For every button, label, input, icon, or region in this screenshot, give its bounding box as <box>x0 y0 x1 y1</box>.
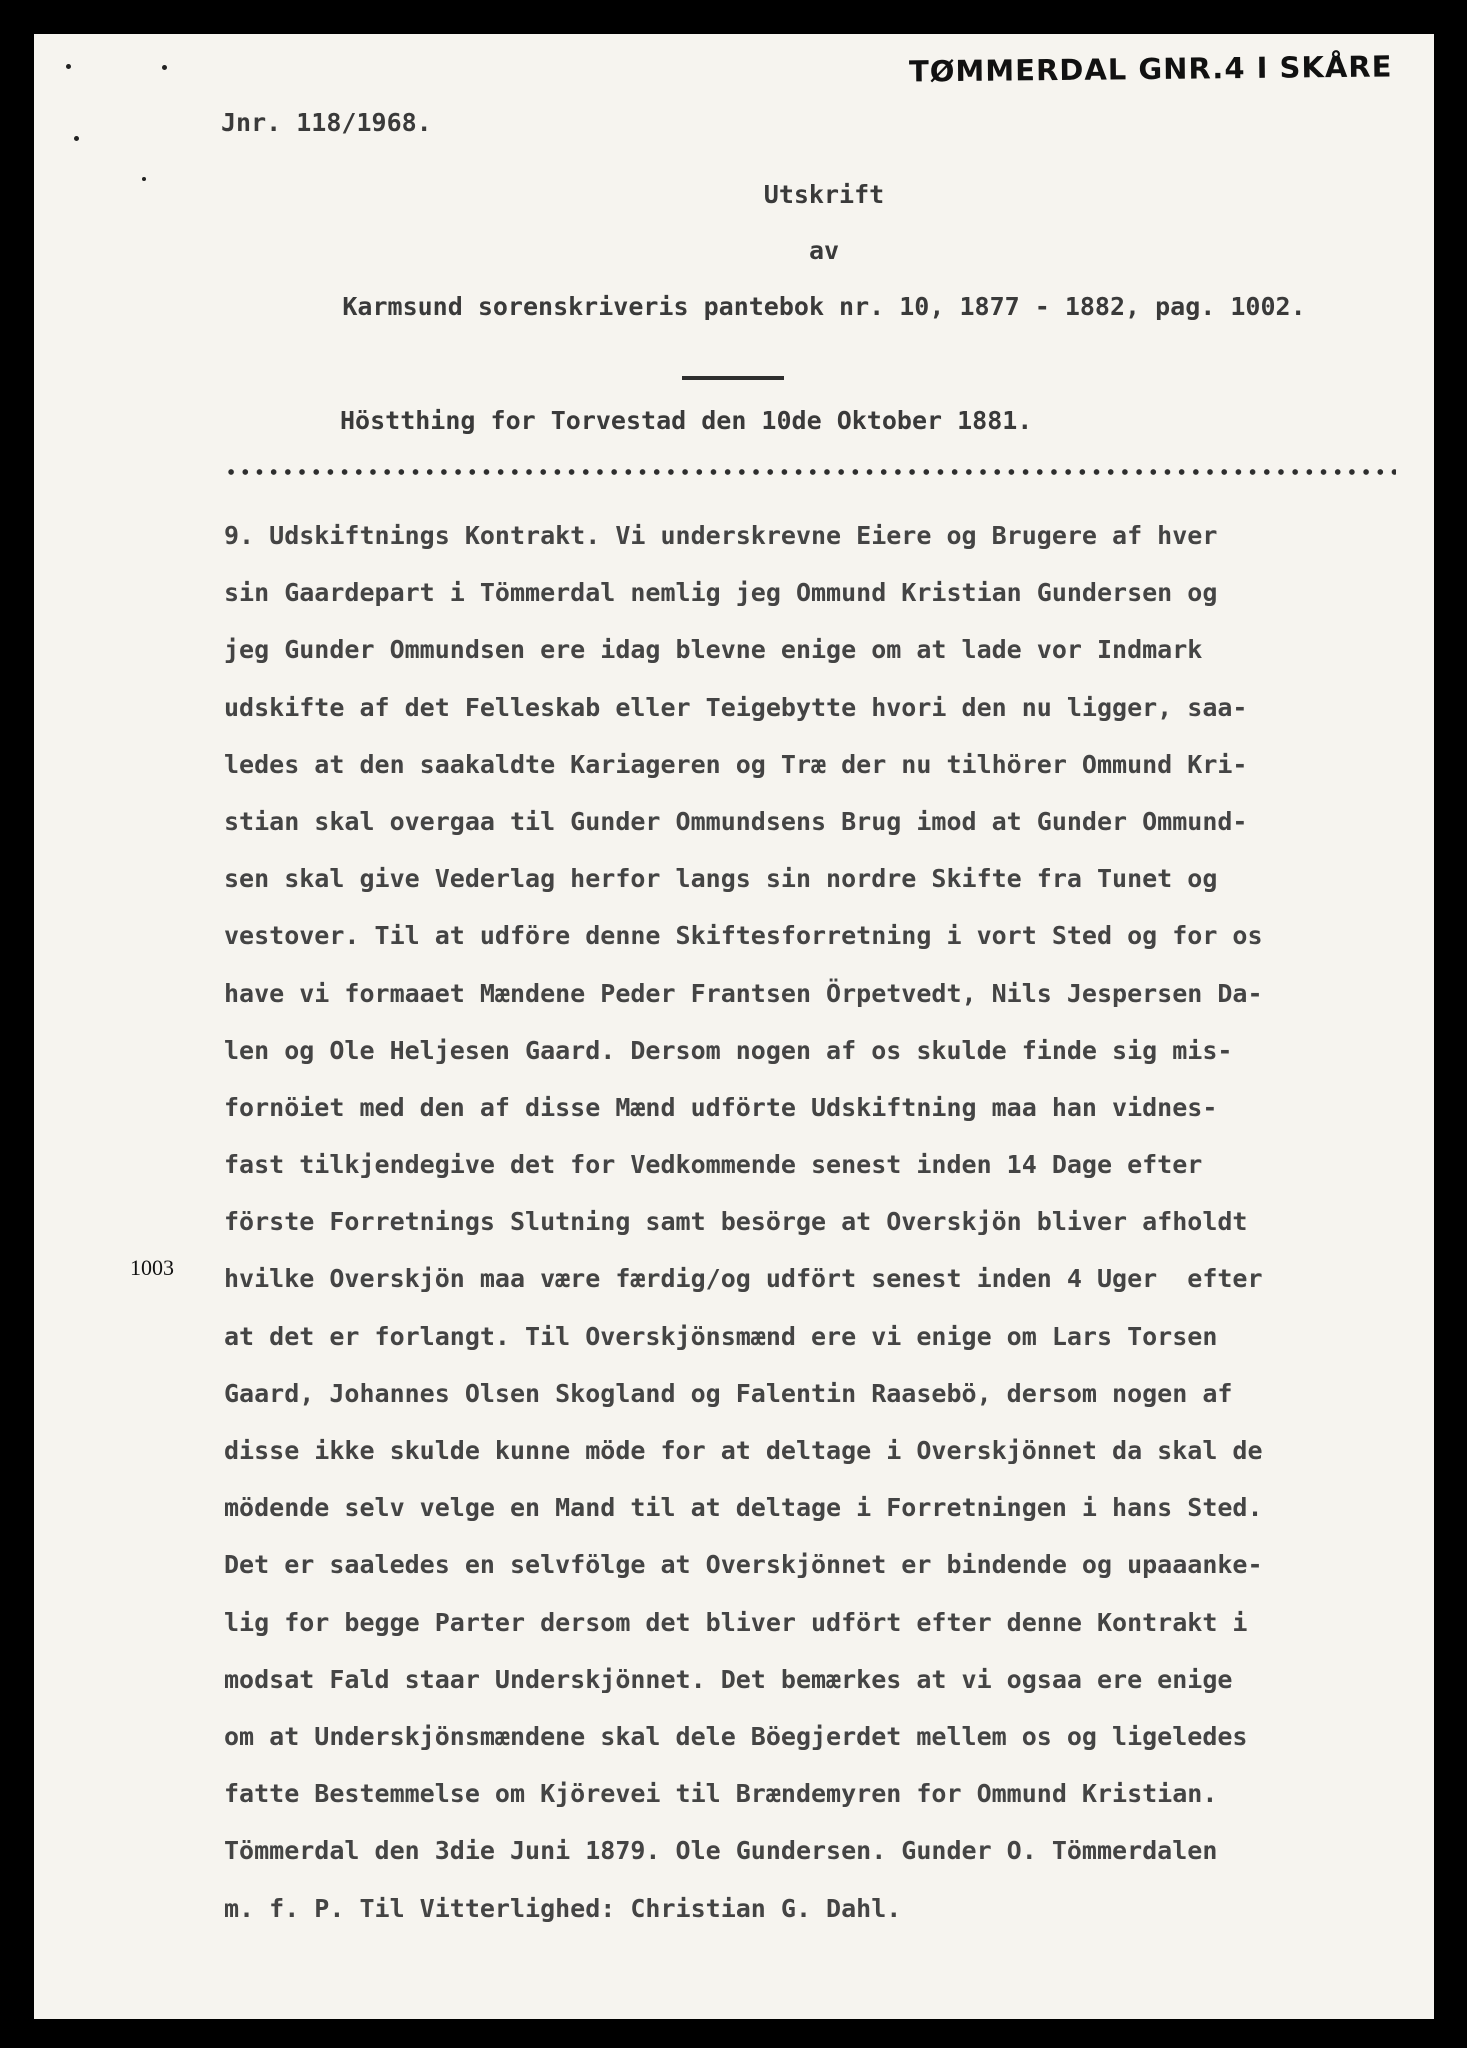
body-line: modsat Fald staar Underskjönnet. Det bemærkes at vi ogsaa ere enige <box>224 1664 1233 1694</box>
dotted-separator <box>224 468 1396 476</box>
body-line: have vi formaaet Mændene Peder Frantsen Örpetvedt, Nils Jespersen Da- <box>224 978 1263 1008</box>
document-title: Utskrift <box>763 180 885 209</box>
journal-number: Jnr. 118/1968. <box>221 108 432 137</box>
handwritten-header: TØMMERDAL GNR.4 I SKÅRE <box>908 49 1393 89</box>
body-line: stian skal overgaa til Gunder Ommundsens Brug imod at Gunder Ommund- <box>224 806 1248 836</box>
body-line: sin Gaardepart i Tömmerdal nemlig jeg Ommund Kristian Gundersen og <box>224 578 1218 608</box>
body-line: fast tilkjendegive det for Vedkommende senest inden 14 Dage efter <box>224 1150 1203 1180</box>
ink-speck <box>74 136 79 141</box>
body-line: at det er forlangt. Til Overskjönsmænd ere vi enige om Lars Torsen <box>224 1321 1218 1351</box>
margin-page-number: 1003 <box>130 1255 174 1280</box>
body-line: förste Forretnings Slutning samt besörge at Overskjön bliver afholdt <box>224 1207 1248 1237</box>
title-connector: av <box>808 236 840 265</box>
body-line: mödende selv velge en Mand til at deltage i Forretningen i hans Sted. <box>224 1493 1263 1523</box>
body-line: jeg Gunder Ommundsen ere idag blevne enige om at lade vor Indmark <box>224 635 1203 665</box>
body-text <box>224 507 1404 1937</box>
document-page <box>34 34 1434 2019</box>
ink-speck <box>162 65 167 70</box>
session-heading: Höstthing for Torvestad den 10de Oktober 1881. <box>340 406 1033 435</box>
body-line: vestover. Til at udföre denne Skiftesforretning i vort Sted og for os <box>224 921 1263 951</box>
ink-speck <box>66 64 71 69</box>
body-line: fatte Bestemmelse om Kjörevei til Brændemyren for Ommund Kristian. <box>224 1779 1218 1809</box>
body-line: Det er saaledes en selvfölge at Overskjönnet er bindende og upaaanke- <box>224 1550 1263 1580</box>
source-reference: Karmsund sorenskriveris pantebok nr. 10, 1877 - 1882, pag. 1002. <box>342 292 1306 321</box>
body-line: m. f. P. Til Vitterlighed: Christian G. Dahl. <box>224 1893 902 1923</box>
body-line: hvilke Overskjön maa være færdig/og udfört senest inden 4 Uger efter <box>224 1264 1263 1294</box>
body-line: fornöiet med den af disse Mænd udförte Udskiftning maa han vidnes- <box>224 1092 1218 1122</box>
body-line: disse ikke skulde kunne möde for at deltage i Overskjönnet da skal de <box>224 1436 1263 1465</box>
body-line: ledes at den saakaldte Kariageren og Træ der nu tilhörer Ommund Kri- <box>224 749 1248 779</box>
body-line: udskifte af det Felleskab eller Teigebytte hvori den nu ligger, saa- <box>224 692 1248 722</box>
body-line: Tömmerdal den 3die Juni 1879. Ole Gundersen. Gunder O. Tömmerdalen <box>224 1836 1218 1866</box>
body-line: Gaard, Johannes Olsen Skogland og Falentin Raasebö, dersom nogen af <box>224 1378 1233 1408</box>
body-line: sen skal give Vederlag herfor langs sin nordre Skifte fra Tunet og <box>224 864 1218 894</box>
body-line: len og Ole Heljesen Gaard. Dersom nogen af os skulde finde sig mis- <box>224 1035 1233 1065</box>
body-line: om at Underskjönsmændene skal dele Böegjerdet mellem os og ligeledes <box>224 1721 1248 1751</box>
divider-rule <box>682 376 784 380</box>
body-line: lig for begge Parter dersom det bliver udfört efter denne Kontrakt i <box>224 1607 1248 1637</box>
body-line: 9. Udskiftnings Kontrakt. Vi underskrevne Eiere og Brugere af hver <box>224 521 1218 550</box>
